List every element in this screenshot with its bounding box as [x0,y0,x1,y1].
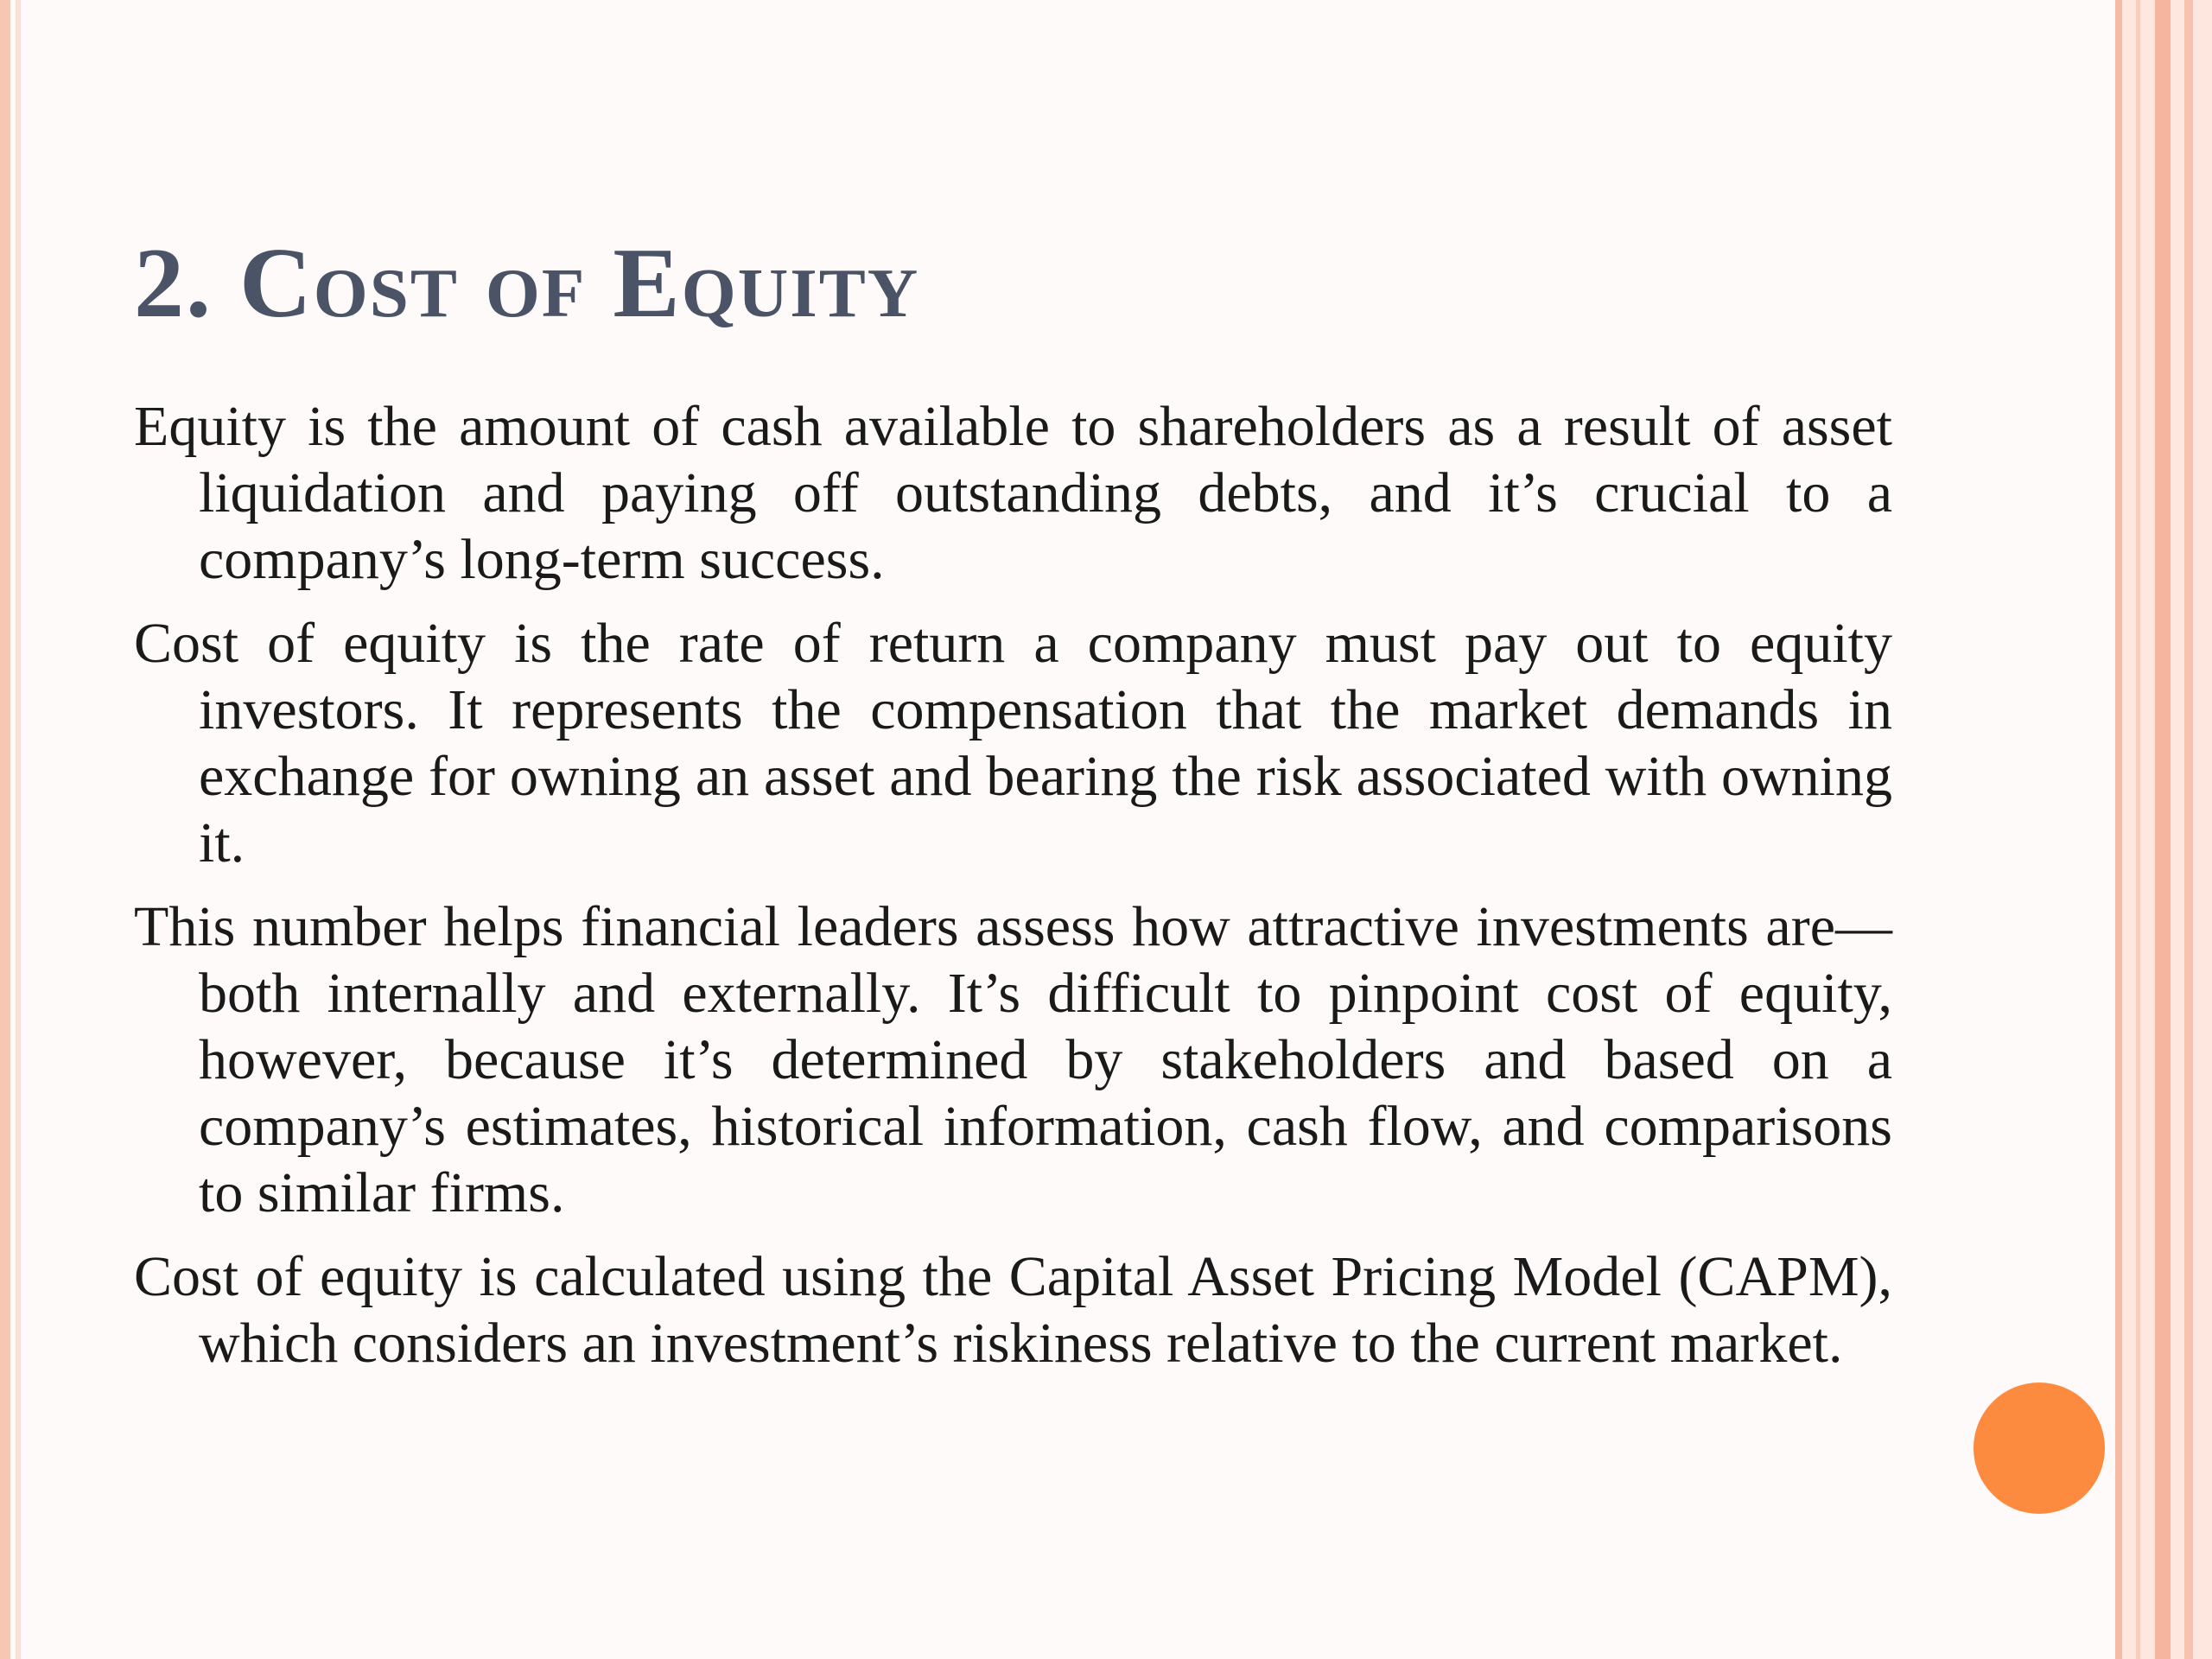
paragraph-cost-of-equity-definition: Cost of equity is the rate of return a company must pay out to equity investors. It represents the compensation that the market demands in exchange for owning an asset and bearing the risk associated with owning it. [134,612,1892,874]
slide-body [134,393,1892,1394]
left-border-inner-stripe [16,0,21,1659]
right-border-line [2184,0,2193,1659]
accent-circle-decoration [1974,1382,2105,1514]
slide-title: 2. Cost of Equity [134,228,920,339]
right-border-line [2155,0,2171,1659]
paragraph-importance: This number helps financial leaders assess how attractive investments are—both internally and externally. It’s difficult to pinpoint cost of equity, however, because it’s determined by stakeholders and based on a company’s estimates, historical information, cash flow, and comparisons to similar firms. [134,895,1892,1224]
right-border-line [2115,0,2122,1659]
paragraph-equity-definition: Equity is the amount of cash available to shareholders as a result of asset liquidation and paying off outstanding debts, and it’s crucial to a company’s long-term success. [134,395,1892,591]
paragraph-capm: Cost of equity is calculated using the Capital Asset Pricing Model (CAPM), which considers an investment’s riskiness relative to the current market. [134,1245,1892,1375]
right-border-line [2136,0,2140,1659]
left-border-stripe [0,0,10,1659]
